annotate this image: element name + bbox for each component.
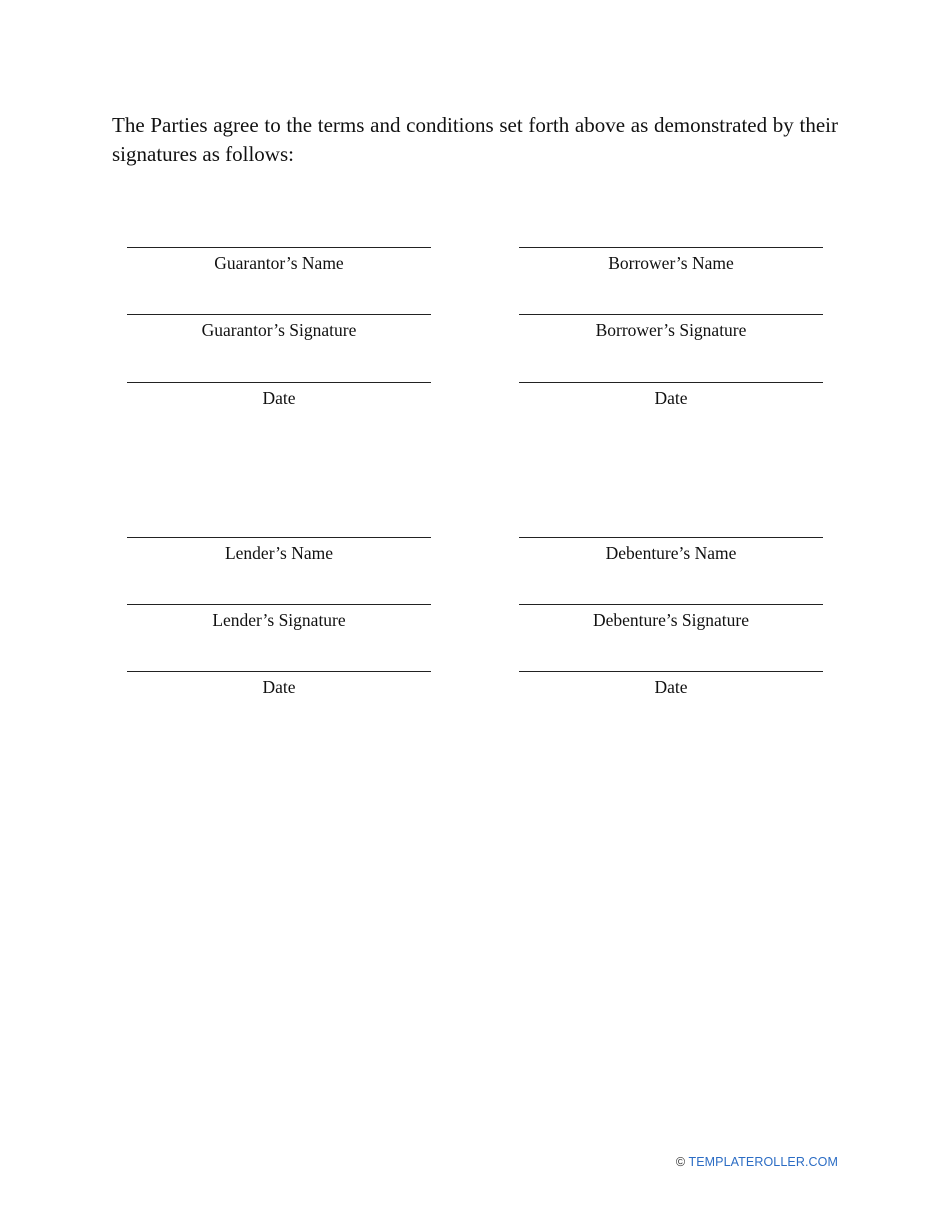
debenture-date-label: Date	[654, 677, 688, 697]
borrower-date-field[interactable]	[519, 382, 823, 408]
lender-name-field[interactable]	[127, 537, 431, 563]
signature-line	[127, 604, 431, 605]
signature-line	[127, 382, 431, 383]
guarantor-signature-label: Guarantor’s Signature	[201, 320, 357, 340]
signature-line	[519, 314, 823, 315]
lender-date-label: Date	[262, 677, 296, 697]
lender-signature-label: Lender’s Signature	[212, 610, 346, 630]
guarantor-name-label: Guarantor’s Name	[214, 253, 344, 273]
signature-line	[519, 671, 823, 672]
debenture-date-field[interactable]	[519, 671, 823, 697]
lender-date-field[interactable]	[127, 671, 431, 697]
debenture-name-label: Debenture’s Name	[605, 543, 737, 563]
borrower-date-label: Date	[654, 388, 688, 408]
guarantor-date-label: Date	[262, 388, 296, 408]
guarantor-signature-field[interactable]	[127, 314, 431, 340]
signature-line	[127, 314, 431, 315]
debenture-name-field[interactable]	[519, 537, 823, 563]
borrower-signature-label: Borrower’s Signature	[595, 320, 747, 340]
guarantor-name-field[interactable]	[127, 247, 431, 273]
signature-line	[519, 247, 823, 248]
templateroller-link[interactable]: TEMPLATEROLLER.COM	[688, 1155, 838, 1169]
signature-line	[519, 537, 823, 538]
lender-name-label: Lender’s Name	[224, 543, 334, 563]
signature-line	[519, 382, 823, 383]
lender-signature-field[interactable]	[127, 604, 431, 630]
debenture-signature-field[interactable]	[519, 604, 823, 630]
debenture-signature-label: Debenture’s Signature	[593, 610, 749, 630]
borrower-name-field[interactable]	[519, 247, 823, 273]
signature-line	[127, 671, 431, 672]
footer-credit	[676, 1155, 838, 1169]
copyright-symbol: ©	[675, 1155, 686, 1169]
guarantor-date-field[interactable]	[127, 382, 431, 408]
signature-line	[519, 604, 823, 605]
signature-line	[127, 247, 431, 248]
borrower-name-label: Borrower’s Name	[608, 253, 734, 273]
signature-line	[127, 537, 431, 538]
borrower-signature-field[interactable]	[519, 314, 823, 340]
intro-paragraph: The Parties agree to the terms and conditions set forth above as demonstrated by their signatures as follows:	[112, 113, 838, 166]
